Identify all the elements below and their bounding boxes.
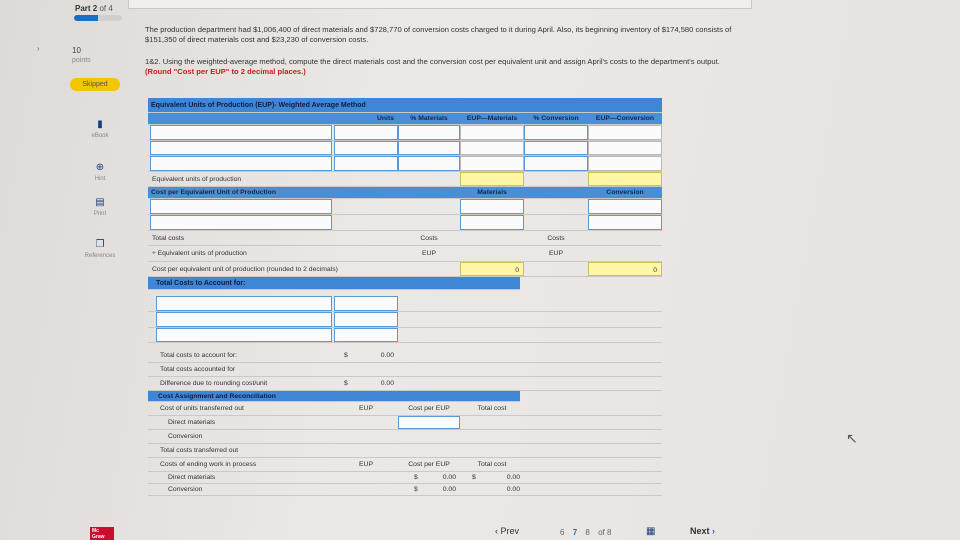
top-bar — [128, 0, 752, 9]
ending-dm-row — [148, 472, 662, 484]
eup-materials-cell — [460, 141, 524, 156]
ending-wip-label: Costs of ending work in process — [160, 461, 257, 469]
transferred-label: Cost of units transferred out — [160, 405, 244, 413]
transferred-header-row — [148, 402, 662, 416]
total-transferred-label: Total costs transferred out — [160, 447, 239, 455]
instruction-text: 1&2. Using the weighted-average method, compute the direct materials cost and the conversion cost per equivalent unit and assign April's costs to the department's output. — [145, 57, 720, 66]
print-button[interactable] — [80, 198, 120, 217]
next-button[interactable] — [690, 526, 715, 536]
dollar-sign: $ — [414, 474, 418, 482]
ending-total-col: Total cost — [477, 461, 507, 469]
part-prefix: Part — [75, 4, 91, 13]
part-progress-bar — [74, 15, 122, 21]
materials-cost-input[interactable] — [460, 215, 524, 230]
part-suffix: of 4 — [99, 4, 113, 13]
total-to-account-value: 0.00 — [380, 352, 394, 360]
conversion-cost-per-unit: 0 — [588, 262, 662, 277]
total-costs-label: Total costs — [152, 234, 185, 242]
hint-button[interactable] — [80, 163, 120, 182]
ending-eup-col: EUP — [359, 461, 373, 469]
equiv-units-row — [148, 246, 662, 262]
total-to-account-row — [148, 349, 662, 363]
difference-value: 0.00 — [380, 380, 394, 388]
account-label-input[interactable] — [156, 296, 332, 311]
transferred-eup-col: EUP — [359, 405, 373, 413]
points-block — [72, 46, 91, 64]
materials-cost-input[interactable] — [460, 199, 524, 214]
header-blank — [148, 113, 334, 124]
ebook-button[interactable] — [80, 120, 120, 139]
mcgraw-hill-logo: Mc Graw — [90, 527, 114, 540]
equiv-units-label: ÷ Equivalent units of production — [152, 250, 247, 258]
total-costs-row — [148, 231, 662, 247]
page-of-label: of 8 — [598, 528, 612, 537]
account-input-row — [148, 328, 662, 344]
lifebuoy-icon: ⊕ — [95, 162, 105, 173]
account-input-row — [148, 296, 662, 312]
eup-total-row — [148, 172, 662, 188]
ending-conv-cost-per: 0.00 — [442, 486, 456, 494]
eup-conversion-cell — [588, 125, 662, 140]
chevron-left-icon: ‹ — [495, 526, 498, 536]
ending-cost-per-col: Cost per EUP — [408, 461, 450, 469]
ending-dm-label: Direct materials — [168, 474, 216, 482]
grid-icon[interactable]: ▦ — [646, 526, 656, 537]
cost-row-label-input[interactable] — [150, 199, 332, 214]
references-icon: ❐ — [95, 239, 105, 250]
eup-row — [148, 156, 662, 172]
conversion-cost-input[interactable] — [588, 215, 662, 230]
eup-row — [148, 141, 662, 157]
dollar-sign: $ — [414, 486, 418, 494]
eup-total-label: Equivalent units of production — [152, 175, 242, 183]
transferred-cost-per-col: Cost per EUP — [408, 405, 450, 413]
status-badge: Skipped — [70, 78, 120, 91]
materials-eup-tag: EUP — [422, 250, 436, 258]
points-label: points — [72, 57, 91, 64]
ending-wip-header-row — [148, 458, 662, 472]
conversion-eup-tag: EUP — [549, 250, 563, 258]
page-6[interactable]: 6 — [560, 528, 565, 537]
page-8[interactable]: 8 — [585, 528, 590, 537]
account-label-input[interactable] — [156, 328, 332, 343]
hint-label: Hint — [94, 176, 106, 182]
conversion-costs-tag: Costs — [547, 234, 565, 242]
col-eup-materials: EUP—Materials — [460, 113, 524, 124]
ending-dm-total: 0.00 — [506, 474, 520, 482]
dollar-sign: $ — [344, 352, 348, 360]
book-icon: ▮ — [97, 119, 103, 130]
column-header-row — [148, 113, 662, 125]
difference-label: Difference due to rounding cost/unit — [160, 380, 268, 388]
pct-materials-input[interactable] — [398, 141, 460, 156]
cost-row-label-input[interactable] — [150, 215, 332, 230]
pct-conversion-input[interactable] — [524, 141, 588, 156]
eup-conversion-total — [588, 172, 662, 187]
total-costs-account-title: Total Costs to Account for: — [148, 277, 520, 290]
dollar-sign: $ — [472, 474, 476, 482]
eup-conversion-cell — [588, 156, 662, 171]
conversion-cost-input[interactable] — [588, 199, 662, 214]
chevron-right-icon: › — [712, 526, 716, 536]
transferred-total-col: Total cost — [477, 405, 507, 413]
eup-materials-cell — [460, 125, 524, 140]
materials-header: Materials — [460, 187, 524, 198]
instruction — [145, 57, 745, 77]
conversion-header: Conversion — [588, 187, 662, 198]
total-accounted-label: Total costs accounted for — [160, 366, 236, 374]
mouse-cursor-icon: ↖ — [846, 430, 858, 446]
instruction-emphasis: (Round "Cost per EUP" to 2 decimal places.) — [145, 67, 306, 76]
pct-materials-input[interactable] — [398, 125, 460, 140]
cost-per-eup-title: Cost per Equivalent Unit of Production — [148, 187, 460, 198]
materials-costs-tag: Costs — [420, 234, 438, 242]
units-input[interactable] — [334, 141, 398, 156]
total-to-account-label: Total costs to account for: — [160, 352, 238, 360]
cost-per-eup-header — [148, 187, 662, 199]
total-transferred-row — [148, 444, 662, 458]
page-7[interactable]: 7 — [572, 528, 578, 537]
references-button[interactable] — [80, 240, 120, 259]
worksheet-title: Equivalent Units of Production (EUP)- Weighted Average Method — [148, 98, 662, 113]
eup-materials-total — [460, 172, 524, 187]
cost-per-unit-label: Cost per equivalent unit of production (rounded to 2 decimals) — [152, 265, 338, 273]
col-units: Units — [334, 113, 398, 124]
transferred-conv-label: Conversion — [168, 433, 203, 441]
col-pct-conversion: % Conversion — [524, 113, 588, 124]
eup-row-label-input[interactable] — [150, 141, 332, 156]
cost-input-row — [148, 215, 662, 231]
transferred-dm-row — [148, 416, 662, 430]
part-indicator — [75, 4, 113, 13]
eup-worksheet — [148, 98, 662, 496]
assignment-title: Cost Assignment and Reconciliation — [148, 391, 520, 402]
next-label: Next — [690, 526, 710, 536]
eup-row-label-input[interactable] — [150, 125, 332, 140]
account-input-row — [148, 312, 662, 328]
account-value-input[interactable] — [334, 296, 398, 311]
eup-materials-cell — [460, 156, 524, 171]
print-label: Print — [93, 211, 107, 217]
account-value-input[interactable] — [334, 312, 398, 327]
pct-conversion-input[interactable] — [524, 156, 588, 171]
chevron-right-icon: › — [37, 44, 40, 53]
difference-row — [148, 377, 662, 391]
cost-input-row — [148, 199, 662, 215]
ending-conv-label: Conversion — [168, 486, 203, 494]
ending-conv-total: 0.00 — [506, 486, 520, 494]
account-label-input[interactable] — [156, 312, 332, 327]
printer-icon: ▤ — [95, 197, 105, 208]
ending-dm-cost-per: 0.00 — [442, 474, 456, 482]
header-gap — [524, 187, 588, 198]
part-current: 2 — [92, 4, 98, 13]
ebook-label: eBook — [91, 133, 109, 139]
col-pct-materials: % Materials — [398, 113, 460, 124]
total-accounted-row — [148, 363, 662, 377]
problem-text: The production department had $1,006,400 of direct materials and $728,770 of conversion costs charged to it during April. Also, its beginning inventory of $174,580 consists of $151,350 of direct materials cost and $23,230 of conversion costs. — [145, 25, 732, 44]
points-value: 10 — [72, 46, 81, 55]
account-value-input[interactable] — [334, 328, 398, 343]
units-input[interactable] — [334, 125, 398, 140]
ending-conv-row — [148, 484, 662, 496]
materials-cost-per-unit: 0 — [460, 262, 524, 277]
eup-row-label-input[interactable] — [150, 156, 332, 171]
cost-per-unit-row — [148, 262, 662, 278]
page-switcher — [560, 528, 617, 537]
transferred-dm-label: Direct materials — [168, 419, 216, 427]
pct-conversion-input[interactable] — [524, 125, 588, 140]
references-label: References — [84, 253, 116, 259]
dollar-sign: $ — [344, 380, 348, 388]
progress-fill — [74, 15, 98, 21]
pct-materials-input[interactable] — [398, 156, 460, 171]
transferred-dm-input[interactable] — [398, 416, 460, 429]
eup-row — [148, 125, 662, 141]
eup-conversion-cell — [588, 141, 662, 156]
prev-label: Prev — [500, 526, 520, 536]
units-input[interactable] — [334, 156, 398, 171]
transferred-conv-row — [148, 430, 662, 444]
col-eup-conversion: EUP—Conversion — [588, 113, 662, 124]
prev-button[interactable] — [495, 526, 519, 536]
